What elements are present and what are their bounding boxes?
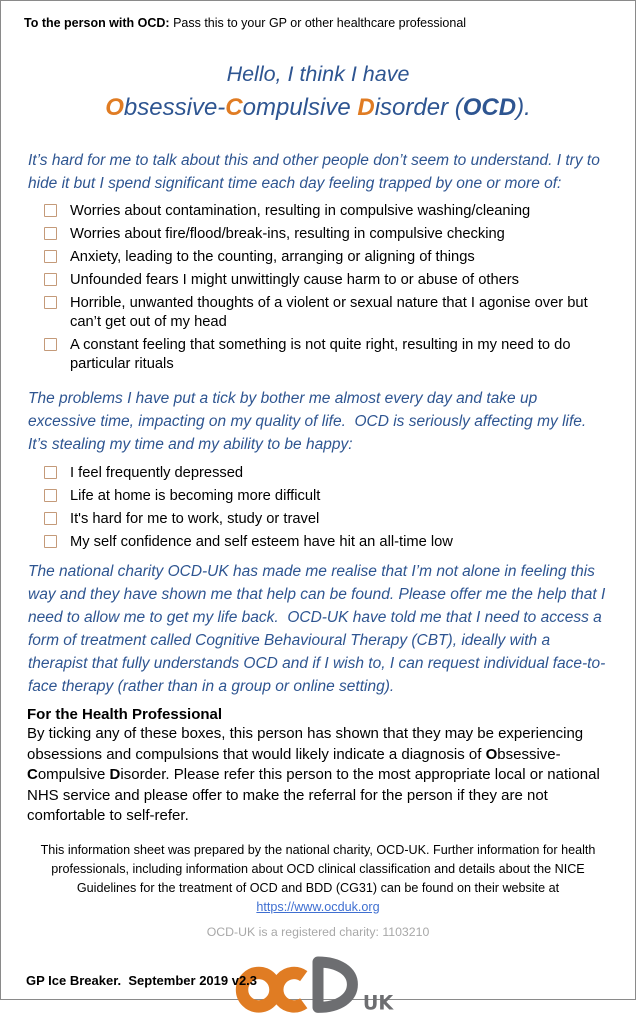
- ocduk-website-link[interactable]: https://www.ocduk.org: [256, 899, 380, 914]
- symptom-label: A constant feeling that something is not quite right, resulting in my need to do particular rituals: [70, 337, 571, 372]
- symptom-label: Horrible, unwanted thoughts of a violent or sexual nature that I agonise over but can’t get out of my head: [70, 295, 588, 330]
- logo-letter-c: [277, 973, 303, 1006]
- intro-paragraph: It’s hard for me to talk about this and other people don’t seem to understand. I try to hide it but I spend significant time each day feeling trapped by one or more of:: [28, 152, 605, 192]
- checkbox[interactable]: [44, 466, 57, 479]
- charity-registration-line: OCD-UK is a registered charity: 1103210: [206, 924, 430, 939]
- checkbox[interactable]: [44, 204, 57, 217]
- symptom-label: Unfounded fears I might unwittingly cause harm to or abuse of others: [70, 272, 520, 288]
- checkbox[interactable]: [44, 535, 57, 548]
- top-note: [24, 16, 609, 31]
- checkbox[interactable]: [44, 489, 57, 502]
- hp-seg3: isorder. Please refer this person to the most appropriate local or national NHS service and please offer to make the referral for the person if they are not comfortable to self-refer.: [27, 766, 600, 824]
- checkbox[interactable]: [44, 250, 57, 263]
- impact-label: It's hard for me to work, study or travel: [70, 511, 320, 527]
- hp-bold-o: O: [485, 745, 498, 763]
- impact-item: [44, 464, 609, 483]
- impact-item: [44, 533, 609, 552]
- title-line-1: Hello, I think I have: [226, 62, 410, 86]
- hp-seg1: bsessive-: [497, 745, 561, 763]
- small-print-text: This information sheet was prepared by the national charity, OCD-UK. Further information for health professionals, including information about OCD clinical classification and details about the NICE Guidelines for the treatment of OCD and BDD (CG31) can be found on their website at: [40, 842, 596, 895]
- title-ocd-bold: OCD: [462, 94, 517, 121]
- impact-label: My self confidence and self esteem have hit an all-time low: [70, 534, 453, 550]
- symptom-checklist: [44, 202, 609, 374]
- help-paragraph: The national charity OCD-UK has made me realise that I’m not alone in feeling this way and they have shown me that help can be found. Please offer me the help that I need to allow me to get my life back. OCD-UK have told me that I need to access a form of treatment called Cognitive Behavioural Therapy (CBT), ideally with a therapist that fully understands OCD and if I wish to, I can request individual face-to-face therapy (rather than in a group or online setting).: [28, 563, 610, 695]
- symptom-item: [44, 225, 609, 244]
- version-footer: GP Ice Breaker. September 2019 v2.3: [26, 973, 258, 988]
- small-print: [35, 841, 601, 917]
- title-seg3: isorder (: [374, 94, 463, 121]
- checkbox[interactable]: [44, 296, 57, 309]
- ocduk-logo-image: [232, 951, 404, 1015]
- title-accent-o: O: [105, 94, 124, 121]
- hp-body-start: By ticking any of these boxes, this person has shown that they may be experiencing obsessions and compulsions that would likely indicate a diagnosis of: [27, 725, 584, 763]
- health-professional-body: [27, 724, 609, 827]
- title-seg4: ).: [516, 94, 531, 121]
- symptom-label: Worries about fire/flood/break-ins, resulting in compulsive checking: [70, 226, 505, 242]
- checkbox[interactable]: [44, 227, 57, 240]
- title-accent-c: C: [225, 94, 243, 121]
- title-seg1: bsessive-: [123, 94, 226, 121]
- title-seg2: ompulsive: [242, 94, 358, 121]
- hp-bold-d: D: [109, 766, 121, 783]
- page-title: [27, 61, 609, 123]
- symptom-label: Worries about contamination, resulting in compulsive washing/cleaning: [70, 203, 531, 219]
- symptom-item: [44, 294, 609, 332]
- symptom-item: [44, 248, 609, 267]
- health-professional-section: [27, 706, 609, 827]
- title-accent-d: D: [357, 94, 375, 121]
- checkbox[interactable]: [44, 512, 57, 525]
- top-note-bold: To the person with OCD:: [24, 16, 170, 30]
- health-professional-heading: For the Health Professional: [27, 706, 223, 723]
- logo-letter-d: [318, 962, 352, 1007]
- checkbox[interactable]: [44, 273, 57, 286]
- impact-label: Life at home is becoming more difficult: [70, 488, 321, 504]
- hp-bold-c: C: [27, 766, 38, 783]
- impact-label: I feel frequently depressed: [70, 465, 244, 481]
- impact-intro-paragraph: The problems I have put a tick by bother me almost every day and take up excessive time, impacting on my quality of life. OCD is seriously affecting my life. It’s stealing my time and my ability to be happy:: [28, 390, 591, 453]
- symptom-item: [44, 271, 609, 290]
- impact-item: [44, 487, 609, 506]
- symptom-label: Anxiety, leading to the counting, arranging or aligning of things: [70, 249, 475, 265]
- top-note-rest: Pass this to your GP or other healthcare professional: [169, 16, 467, 30]
- hp-seg2: ompulsive: [37, 766, 110, 783]
- impact-item: [44, 510, 609, 529]
- impact-checklist: [44, 464, 609, 552]
- checkbox[interactable]: [44, 338, 57, 351]
- logo-uk-text: UK: [362, 991, 394, 1015]
- symptom-item: [44, 336, 609, 374]
- title-line-2: [27, 93, 609, 123]
- symptom-item: [44, 202, 609, 221]
